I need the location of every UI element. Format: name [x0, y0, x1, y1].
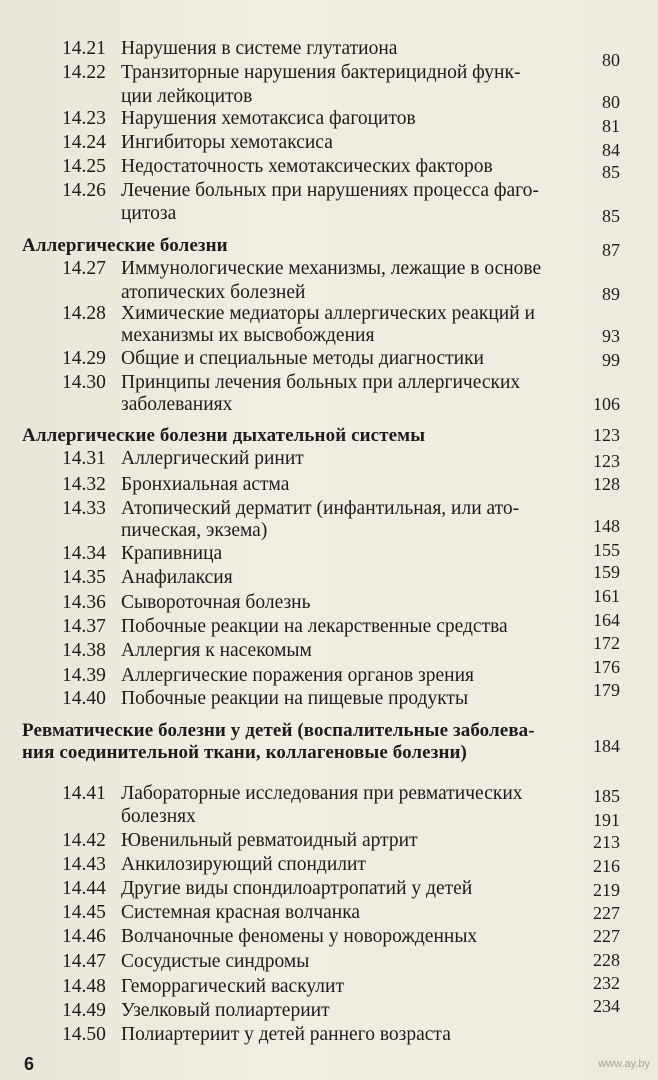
toc-page-number: 234	[593, 996, 620, 1016]
toc-section-number: 14.49	[62, 1000, 106, 1021]
toc-page-number: 123	[593, 425, 620, 445]
toc-page-number: 228	[593, 950, 620, 970]
toc-page-number: 85	[602, 206, 620, 226]
toc-section-title: Аллергические поражения органов зрения	[121, 665, 474, 686]
toc-section-title-continued: болезнях	[121, 806, 196, 827]
toc-section-title: Крапивница	[121, 543, 223, 564]
toc-section-title: Недостаточность хемотаксических факторов	[121, 156, 493, 177]
toc-section-title: Побочные реакции на лекарственные средства	[121, 616, 508, 637]
toc-section-number: 14.32	[62, 474, 106, 495]
toc-section-title-continued: механизмы их высвобождения	[121, 325, 375, 346]
toc-page-number: 164	[593, 610, 620, 630]
toc-section-number: 14.29	[62, 348, 106, 369]
toc-chapter-heading: Аллергические болезни дыхательной системы	[22, 425, 426, 446]
toc-section-number: 14.38	[62, 640, 106, 661]
toc-section-title-continued: атопических болезней	[121, 282, 306, 303]
toc-section-title-continued: пическая, экзема)	[121, 520, 268, 541]
toc-section-title: Побочные реакции на пищевые продукты	[121, 688, 469, 709]
toc-section-number: 14.37	[62, 616, 106, 637]
toc-page-number: 161	[593, 586, 620, 606]
toc-section-title: Ювенильный ревматоидный артрит	[121, 830, 418, 851]
toc-section-number: 14.47	[62, 951, 106, 972]
toc-section-title: Аллергический ринит	[121, 448, 304, 469]
toc-section-number: 14.33	[62, 498, 106, 519]
toc-section-title: Иммунологические механизмы, лежащие в основе	[121, 258, 542, 279]
toc-page-number: 81	[602, 116, 620, 136]
toc-section-title: Лабораторные исследования при ревматических	[121, 783, 523, 804]
toc-chapter-heading-continued: ния соединительной ткани, коллагеновые болезни)	[22, 742, 467, 763]
toc-section-number: 14.26	[62, 180, 106, 201]
toc-page-number: 185	[593, 786, 620, 806]
toc-section-title: Лечение больных при нарушениях процесса фаго-	[121, 180, 539, 201]
toc-page-number: 232	[593, 973, 620, 993]
toc-section-number: 14.34	[62, 543, 106, 564]
toc-section-number: 14.36	[62, 592, 106, 613]
toc-section-number: 14.48	[62, 976, 106, 997]
toc-section-number: 14.23	[62, 108, 106, 129]
toc-page-number: 159	[593, 562, 620, 582]
toc-section-title: Другие виды спондилоартропатий у детей	[121, 878, 473, 899]
toc-page-number: 89	[602, 284, 620, 304]
toc-page-number: 176	[593, 657, 620, 677]
toc-section-title: Ингибиторы хемотаксиса	[121, 132, 333, 153]
toc-section-number: 14.27	[62, 258, 106, 279]
toc-page-number: 106	[593, 394, 620, 414]
watermark: www.ay.by	[598, 1058, 650, 1070]
toc-section-title: Общие и специальные методы диагностики	[121, 348, 484, 369]
toc-section-number: 14.46	[62, 926, 106, 947]
toc-section-number: 14.40	[62, 688, 106, 709]
toc-section-number: 14.30	[62, 372, 106, 393]
toc-section-title: Сосудистые синдромы	[121, 951, 310, 972]
toc-section-title: Нарушения хемотаксиса фагоцитов	[121, 108, 416, 129]
toc-page-number: 148	[593, 516, 620, 536]
toc-section-number: 14.42	[62, 830, 106, 851]
toc-section-number: 14.22	[62, 62, 106, 83]
toc-section-title: Бронхиальная астма	[121, 474, 290, 495]
toc-section-title: Волчаночные феномены у новорожденных	[121, 926, 478, 947]
toc-section-title: Полиартериит у детей раннего возраста	[121, 1024, 451, 1045]
toc-section-title: Принципы лечения больных при аллергических	[121, 372, 521, 393]
toc-section-title: Нарушения в системе глутатиона	[121, 38, 398, 59]
toc-section-number: 14.44	[62, 878, 106, 899]
toc-section-number: 14.45	[62, 902, 106, 923]
toc-page-number: 191	[593, 810, 620, 830]
toc-page-number: 123	[593, 451, 620, 471]
toc-section-title: Транзиторные нарушения бактерицидной функ-	[121, 62, 521, 83]
toc-page-number: 80	[602, 92, 620, 112]
toc-section-title-continued: цитоза	[121, 203, 177, 224]
toc-chapter-heading: Ревматические болезни у детей (воспалительные заболева-	[22, 720, 535, 741]
toc-page-number: 219	[593, 880, 620, 900]
toc-page-number: 179	[593, 680, 620, 700]
toc-section-number: 14.25	[62, 156, 106, 177]
toc-section-number: 14.41	[62, 783, 106, 804]
page-number: 6	[24, 1054, 35, 1074]
toc-section-number: 14.24	[62, 132, 106, 153]
toc-page-number: 172	[593, 633, 620, 653]
toc-page-number: 80	[602, 50, 620, 70]
toc-page-number: 155	[593, 540, 620, 560]
toc-section-title-continued: ции лейкоцитов	[121, 86, 253, 107]
toc-section-title: Атопический дерматит (инфантильная, или ато-	[121, 498, 520, 519]
toc-section-title-continued: заболеваниях	[121, 394, 233, 415]
toc-section-number: 14.21	[62, 38, 106, 59]
toc-section-title: Сывороточная болезнь	[121, 592, 311, 613]
toc-section-title: Узелковый полиартериит	[121, 1000, 330, 1021]
toc-page-number: 85	[602, 162, 620, 182]
toc-page-number: 227	[593, 903, 620, 923]
toc-page-number: 99	[602, 350, 620, 370]
toc-section-number: 14.28	[62, 303, 106, 324]
toc-page-number: 128	[593, 474, 620, 494]
toc-page-number: 93	[602, 326, 620, 346]
toc-page-number: 216	[593, 856, 620, 876]
toc-page-number: 87	[602, 240, 620, 260]
toc-section-number: 14.35	[62, 567, 106, 588]
toc-section-title: Аллергия к насекомым	[121, 640, 312, 661]
toc-page-number: 227	[593, 926, 620, 946]
toc-section-number: 14.43	[62, 854, 106, 875]
toc-section-number: 14.31	[62, 448, 106, 469]
toc-section-title: Геморрагический васкулит	[121, 976, 344, 997]
toc-page-number: 213	[593, 832, 620, 852]
toc-section-title: Химические медиаторы аллергических реакций и	[121, 303, 535, 324]
toc-chapter-heading: Аллергические болезни	[22, 235, 228, 256]
toc-section-title: Анкилозирующий спондилит	[121, 854, 366, 875]
toc-page-number: 84	[602, 140, 620, 160]
toc-section-title: Системная красная волчанка	[121, 902, 361, 923]
toc-page-number: 184	[593, 736, 620, 756]
toc-section-title: Анафилаксия	[121, 567, 233, 588]
toc-section-number: 14.50	[62, 1024, 106, 1045]
toc-section-number: 14.39	[62, 665, 106, 686]
